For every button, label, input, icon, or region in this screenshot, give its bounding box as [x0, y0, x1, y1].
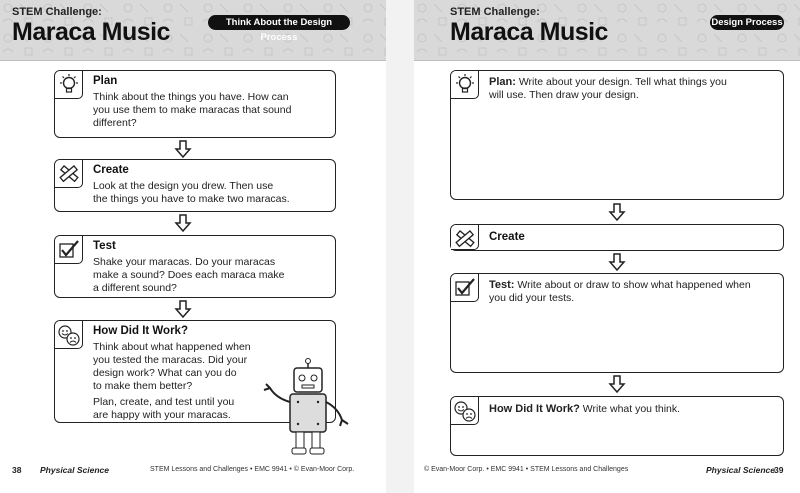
section-pill: Design Process [711, 17, 783, 28]
create-step-box [54, 159, 336, 212]
down-arrow-icon [174, 214, 192, 232]
lightbulb-icon [55, 71, 83, 99]
down-arrow-icon [608, 203, 626, 221]
down-arrow-icon [174, 140, 192, 158]
pencil-ruler-icon [451, 225, 479, 250]
plan-step-box [54, 70, 336, 138]
footer-credit: STEM Lessons and Challenges • EMC 9941 • © Evan-Moor Corp. [150, 466, 355, 473]
plan-title: Plan [93, 75, 118, 87]
how-writing-box [450, 396, 784, 456]
right-page [414, 0, 800, 493]
create-title: Create [489, 231, 525, 243]
how-prompt: How Did It Work? Write what you think. [489, 403, 681, 415]
down-arrow-icon [174, 300, 192, 318]
footer-subject: Physical Science [40, 465, 109, 475]
plan-writing-box [450, 70, 784, 200]
page-header [0, 0, 386, 61]
test-title: Test [93, 240, 116, 252]
page-number: 39 [774, 465, 784, 475]
footer-credit: © Evan-Moor Corp. • EMC 9941 • STEM Lessons and Challenges [424, 466, 629, 473]
create-box [450, 224, 784, 251]
pencil-ruler-icon [55, 160, 83, 188]
down-arrow-icon [608, 253, 626, 271]
page-title: Maraca Music [12, 18, 170, 46]
page-title: Maraca Music [450, 18, 608, 46]
page-number: 38 [12, 465, 22, 475]
test-prompt: Test: Write about or draw to show what happened when you did your tests. [489, 279, 751, 304]
plan-prompt: Plan: Write about your design. Tell what things you will use. Then draw your design. [489, 76, 727, 101]
checkmark-icon [451, 274, 479, 302]
plan-text: Think about the things you have. How can you use them to make maracas that sound different? [93, 91, 292, 129]
test-step-box [54, 235, 336, 298]
faces-icon [55, 321, 83, 349]
how-text: Think about what happened when you tested the maracas. Did your design work? What can you do to make them better? [93, 341, 251, 392]
header-supertitle: STEM Challenge: [450, 6, 540, 18]
create-text: Look at the design you drew. Then use the things you have to make two maracas. [93, 180, 290, 205]
section-pill: Think About the Design Process [208, 15, 350, 30]
faces-icon [451, 397, 479, 425]
down-arrow-icon [608, 375, 626, 393]
test-writing-box [450, 273, 784, 373]
footer-subject: Physical Science [706, 465, 775, 475]
checkmark-icon [55, 236, 83, 264]
page-header [414, 0, 800, 61]
robot-illustration [262, 358, 354, 460]
how-title: How Did It Work? [93, 325, 188, 337]
header-supertitle: STEM Challenge: [12, 6, 102, 18]
create-title: Create [93, 164, 129, 176]
left-page [0, 0, 386, 493]
how-text-2: Plan, create, and test until you are happy with your maracas. [93, 396, 235, 421]
book-gutter [386, 0, 414, 493]
test-text: Shake your maracas. Do your maracas make a sound? Does each maraca make a different sound? [93, 256, 285, 294]
lightbulb-icon [451, 71, 479, 99]
